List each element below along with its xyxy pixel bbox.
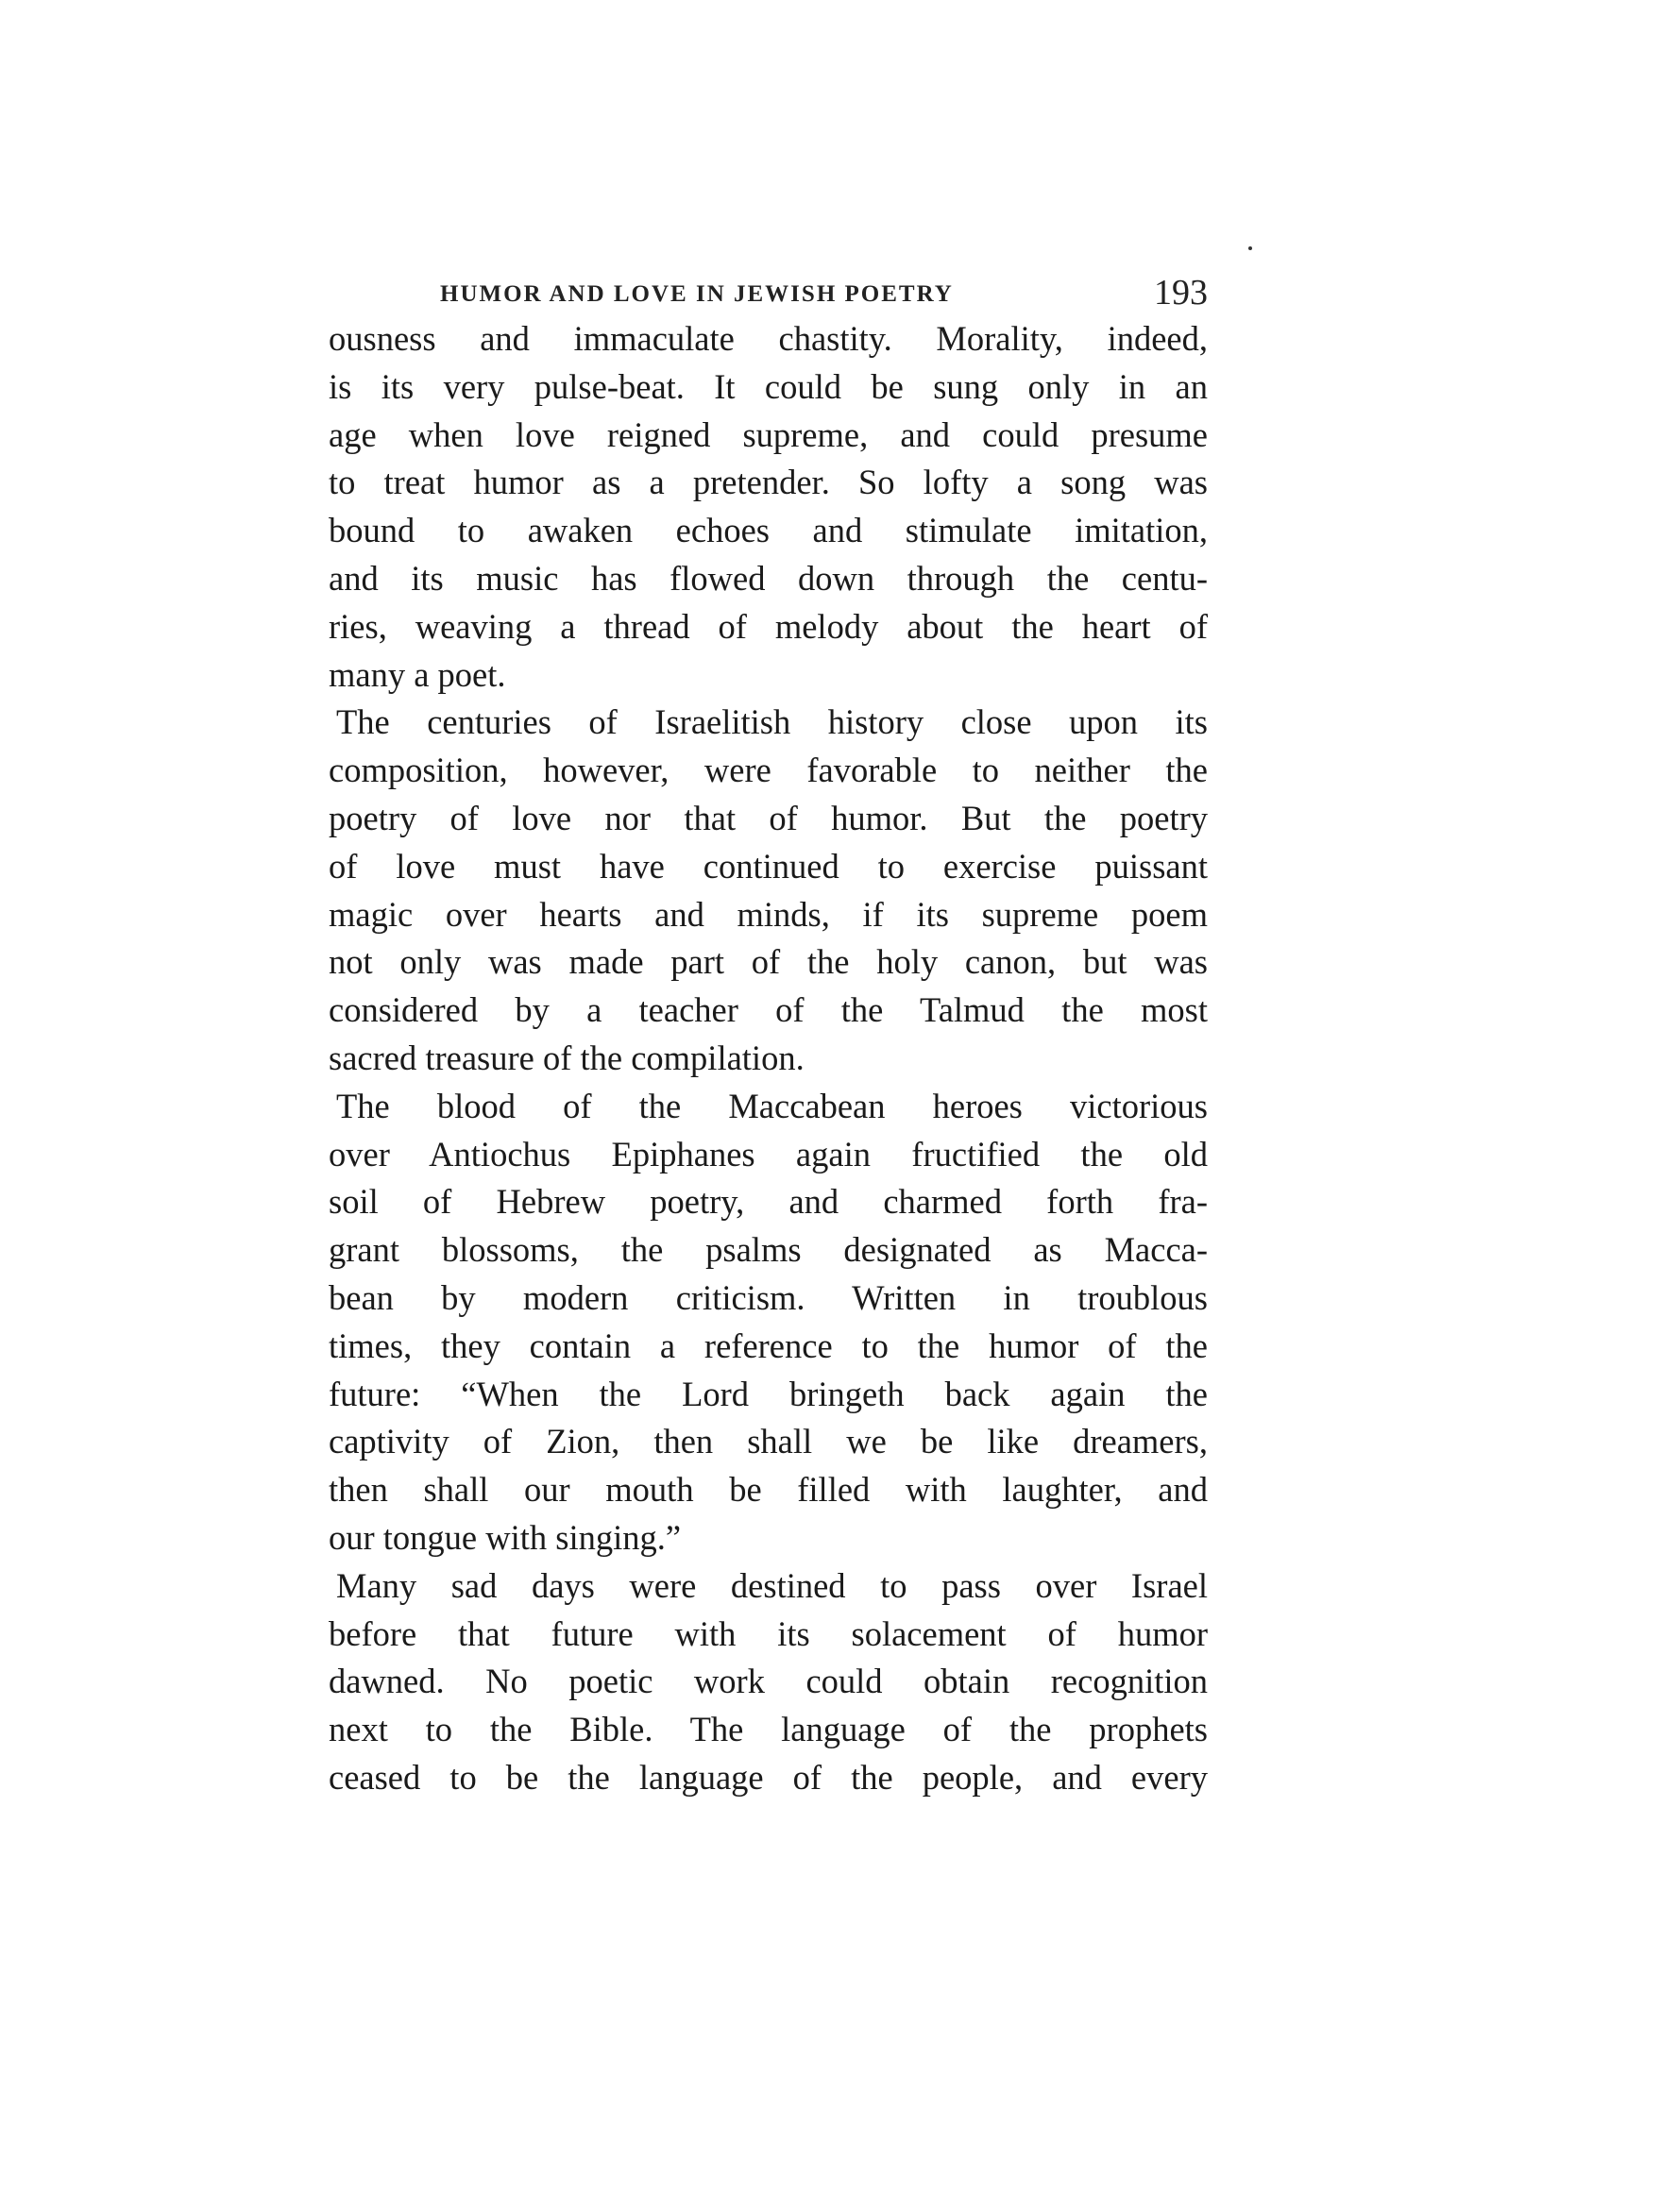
text-line: over Antiochus Epiphanes again fructified the old (329, 1134, 1208, 1174)
text-line: magic over hearts and minds, if its supreme poem (329, 894, 1208, 934)
text-line: The blood of the Maccabean heroes victorious (336, 1086, 1208, 1125)
text-line: grant blossoms, the psalms designated as Macca- (329, 1230, 1208, 1270)
text-line: next to the Bible. The language of the prophets (329, 1710, 1208, 1749)
scan-speck (1248, 246, 1252, 250)
text-line: ceased to be the language of the people, and every (329, 1757, 1208, 1797)
text-line: future: “When the Lord bringeth back again the (329, 1374, 1208, 1413)
text-line: ousness and immaculate chastity. Morality, indeed, (329, 319, 1208, 358)
text-line: times, they contain a reference to the humor of the (329, 1326, 1208, 1365)
text-line: before that future with its solacement of humor (329, 1613, 1208, 1653)
text-line: is its very pulse-beat. It could be sung only in an (329, 366, 1208, 406)
text-line: considered by a teacher of the Talmud the most (329, 990, 1208, 1030)
paragraph (329, 315, 1208, 699)
running-title: HUMOR AND LOVE IN JEWISH POETRY (440, 281, 954, 307)
text-line: poetry of love nor that of humor. But the poetry (329, 798, 1208, 837)
text-line: ries, weaving a thread of melody about the heart of (329, 606, 1208, 646)
page-body-text (329, 315, 1208, 1802)
text-line: bound to awaken echoes and stimulate imitation, (329, 511, 1208, 550)
paragraph (329, 699, 1208, 1082)
running-header (329, 272, 1208, 319)
text-line: our tongue with singing.” (329, 1517, 682, 1557)
text-line: captivity of Zion, then shall we be like dreamers, (329, 1422, 1208, 1461)
text-line: dawned. No poetic work could obtain recognition (329, 1662, 1208, 1701)
text-line: and its music has flowed down through the centu- (329, 558, 1208, 598)
text-line: The centuries of Israelitish history close upon its (336, 702, 1208, 742)
paragraph (329, 1083, 1208, 1562)
text-line: composition, however, were favorable to neither the (329, 751, 1208, 790)
text-line: bean by modern criticism. Written in troublous (329, 1277, 1208, 1317)
page-number: 193 (1154, 273, 1208, 312)
text-line: many a poet. (329, 654, 506, 694)
text-line: not only was made part of the holy canon, but was (329, 942, 1208, 982)
text-line: Many sad days were destined to pass over Israel (336, 1565, 1208, 1605)
text-line: soil of Hebrew poetry, and charmed forth fra- (329, 1182, 1208, 1222)
paragraph (329, 1562, 1208, 1802)
text-line: then shall our mouth be filled with laughter, and (329, 1470, 1208, 1510)
text-line: to treat humor as a pretender. So lofty a song was (329, 463, 1208, 502)
text-line: of love must have continued to exercise puissant (329, 846, 1208, 886)
text-line: age when love reigned supreme, and could presume (329, 414, 1208, 454)
text-line: sacred treasure of the compilation. (329, 1038, 805, 1077)
